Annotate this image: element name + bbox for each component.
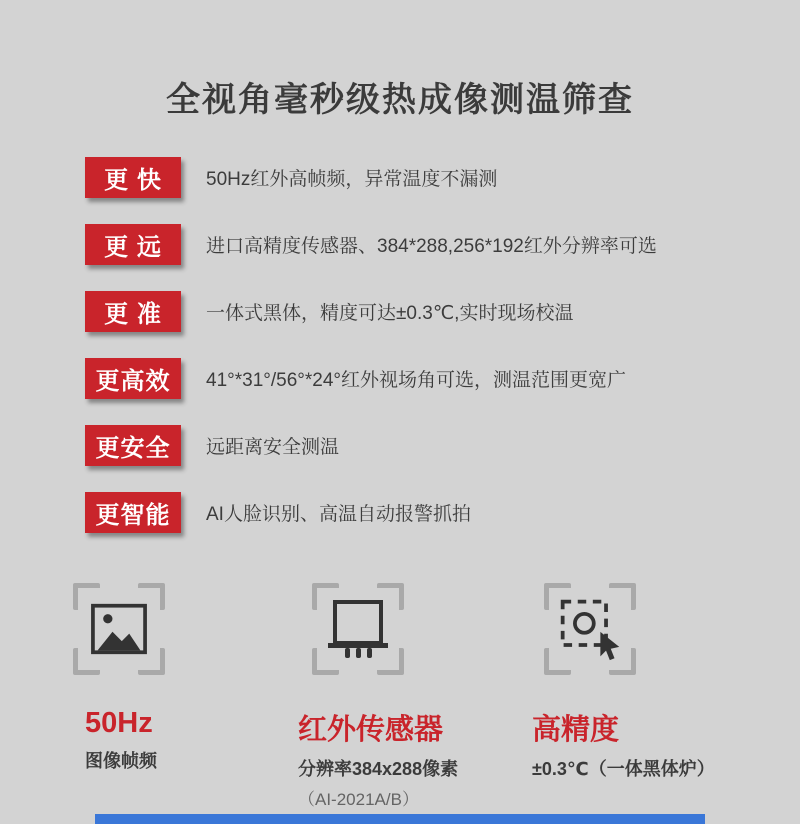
highlight-model: （AI-2021A/B） <box>298 790 419 809</box>
viewfinder-frame <box>73 583 165 675</box>
image-frame-icon <box>89 602 149 656</box>
feature-badge: 更安全 <box>85 425 181 466</box>
highlight-frame-rate <box>85 583 165 773</box>
feature-row <box>85 492 657 533</box>
viewfinder-frame <box>312 583 404 675</box>
viewfinder-frame <box>544 583 636 675</box>
highlight-subtitle: 图像帧频 <box>85 751 157 771</box>
feature-description: AI人脸识别、高温自动报警抓拍 <box>206 504 471 525</box>
feature-description: 远距离安全测温 <box>206 437 340 458</box>
sensor-chip-icon <box>326 598 390 660</box>
highlight-title: 50Hz <box>85 707 153 739</box>
highlight-subtitle: 分辨率384x288像素 <box>298 759 459 779</box>
feature-row <box>85 157 657 198</box>
feature-list <box>85 157 657 559</box>
highlight-sensor <box>298 583 458 810</box>
feature-badge: 更智能 <box>85 492 181 533</box>
feature-badge: 更 远 <box>85 224 181 265</box>
bottom-blue-bar <box>95 814 705 824</box>
feature-description: 50Hz红外高帧频，异常温度不漏测 <box>206 169 498 190</box>
highlight-title: 红外传感器 <box>298 714 444 746</box>
feature-row <box>85 358 657 399</box>
feature-badge: 更高效 <box>85 358 181 399</box>
precision-target-icon <box>557 596 623 662</box>
feature-badge: 更 准 <box>85 291 181 332</box>
feature-badge: 更 快 <box>85 157 181 198</box>
feature-row <box>85 425 657 466</box>
feature-description: 41°*31°/56°*24°红外视场角可选，测温范围更宽广 <box>206 370 626 391</box>
page-title: 全视角毫秒级热成像测温筛查 <box>166 81 634 119</box>
feature-description: 进口高精度传感器、384*288,256*192红外分辨率可选 <box>206 236 657 257</box>
feature-row <box>85 224 657 265</box>
feature-row <box>85 291 657 332</box>
highlight-precision <box>532 583 715 781</box>
highlight-title: 高精度 <box>532 714 620 746</box>
highlight-subtitle: ±0.3℃（一体黑体炉） <box>532 759 715 779</box>
feature-description: 一体式黑体，精度可达±0.3℃,实时现场校温 <box>206 303 574 324</box>
